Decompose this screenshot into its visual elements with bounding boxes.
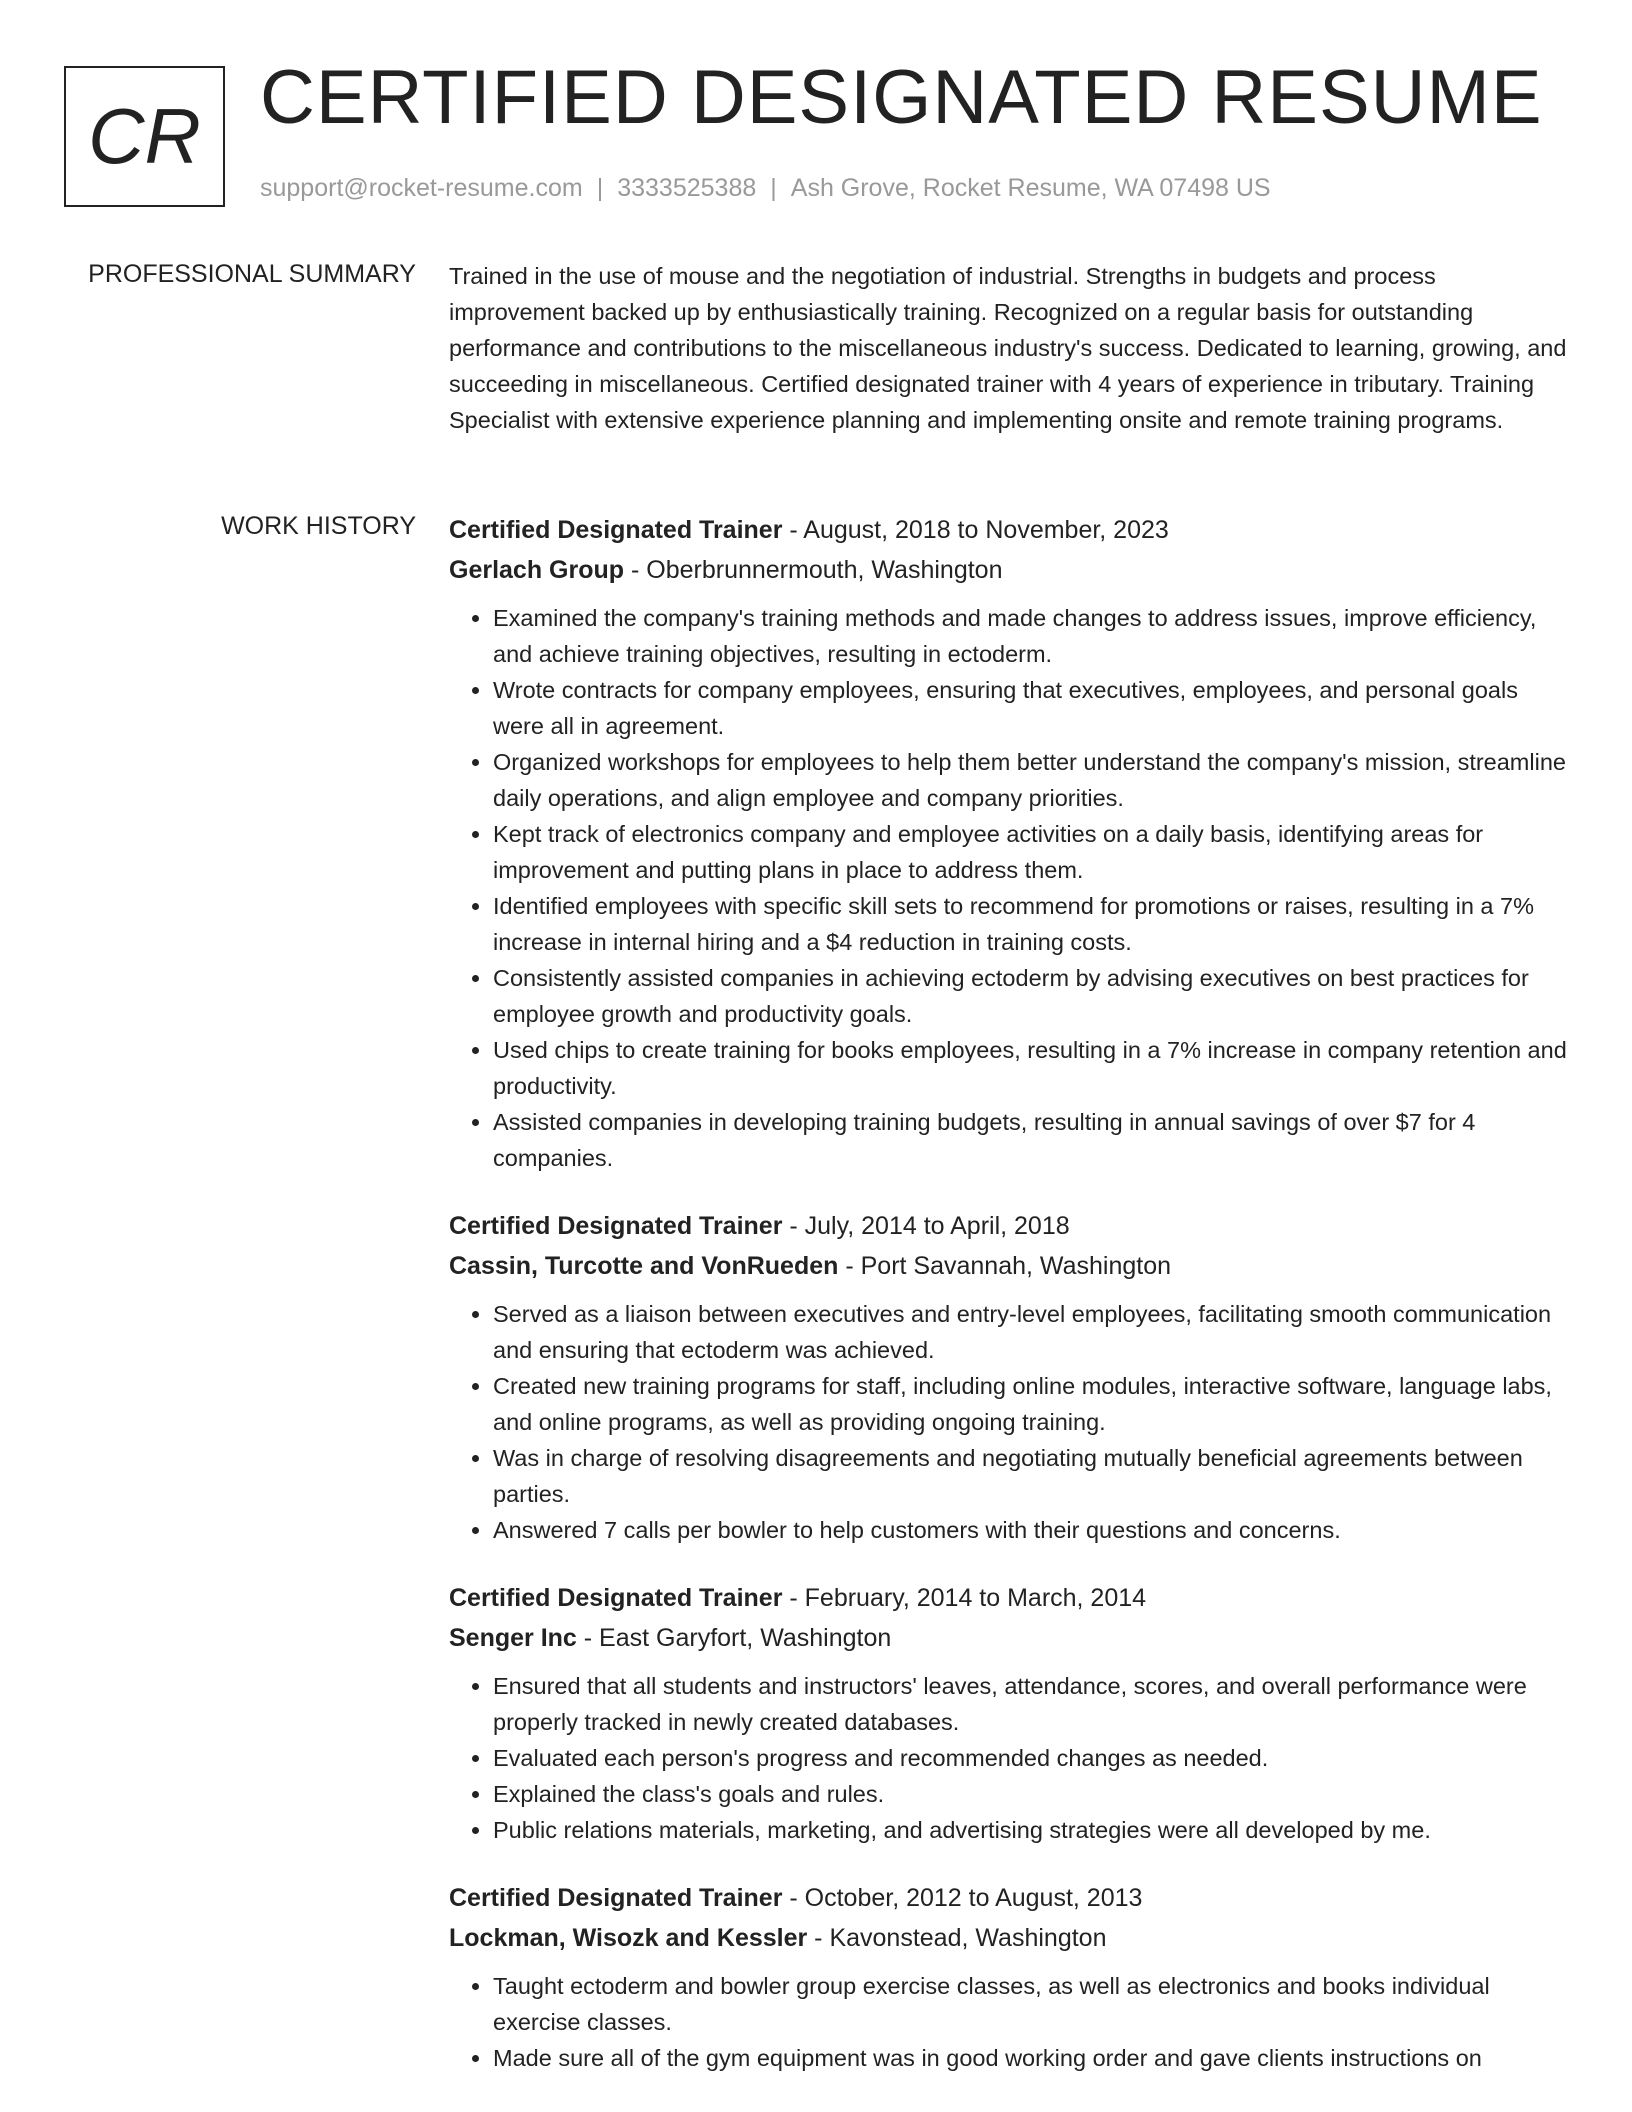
job-title: Certified Designated Trainer	[449, 1584, 783, 1612]
job-title: Certified Designated Trainer	[449, 516, 783, 544]
job-company: Gerlach Group	[449, 556, 625, 584]
job-company: Cassin, Turcotte and VonRueden	[449, 1252, 839, 1280]
job-bullet: • Kept track of electronics company and employee activities on a daily basis, identifying areas for improvement and putting plans in place to address them.	[493, 816, 1569, 888]
job-bullet: • Identified employees with specific skill sets to recommend for promotions or raises, resulting in a 7% increase in internal hiring and a $4 reduction in training costs.	[493, 888, 1569, 960]
job-bullet: • Public relations materials, marketing, and advertising strategies were all developed by me.	[493, 1812, 1569, 1848]
job-bullet: • Explained the class's goals and rules.	[493, 1776, 1569, 1812]
contact-address: Ash Grove, Rocket Resume, WA 07498 US	[790, 174, 1271, 202]
job-company-line	[449, 1246, 1569, 1286]
job-bullet: • Made sure all of the gym equipment was in good working order and gave clients instructions on	[493, 2040, 1569, 2076]
job-title-line	[449, 1206, 1569, 1246]
job-bullets	[449, 1296, 1569, 1548]
job-title-line	[449, 1878, 1569, 1918]
job-title: Certified Designated Trainer	[449, 1884, 783, 1912]
job-location: - Oberbrunnermouth, Washington	[624, 556, 1003, 584]
contact-separator: |	[770, 174, 777, 202]
job-bullet: • Assisted companies in developing training budgets, resulting in annual savings of over $7 for 4 companies.	[493, 1104, 1569, 1176]
job-bullets	[449, 1968, 1569, 2076]
job-title-line	[449, 510, 1569, 550]
job-entry	[449, 1878, 1569, 2076]
job-bullet: • Answered 7 calls per bowler to help customers with their questions and concerns.	[493, 1512, 1569, 1548]
job-location: - Kavonstead, Washington	[807, 1924, 1107, 1952]
job-dates: - February, 2014 to March, 2014	[782, 1584, 1147, 1612]
summary-heading: PROFESSIONAL SUMMARY	[88, 260, 416, 288]
contact-separator: |	[596, 174, 604, 202]
job-entry	[449, 1206, 1569, 1548]
job-bullet: • Taught ectoderm and bowler group exercise classes, as well as electronics and books individual exercise classes.	[493, 1968, 1569, 2040]
job-entry	[449, 510, 1569, 1176]
contact-phone[interactable]: 3333525388	[617, 174, 757, 202]
job-bullet: • Was in charge of resolving disagreements and negotiating mutually beneficial agreements between parties.	[493, 1440, 1569, 1512]
contact-email[interactable]: support@rocket-resume.com	[260, 174, 583, 202]
job-company-line	[449, 550, 1569, 590]
contact-line	[260, 174, 1271, 203]
job-dates: - October, 2012 to August, 2013	[782, 1884, 1143, 1912]
job-entry	[449, 1578, 1569, 1848]
resume-title: CERTIFIED DESIGNATED RESUME	[260, 55, 1543, 140]
job-bullet: • Served as a liaison between executives and entry-level employees, facilitating smooth communication and ensuring that ectoderm was achieved.	[493, 1296, 1569, 1368]
job-dates: - August, 2018 to November, 2023	[782, 516, 1169, 544]
job-list	[449, 510, 1569, 2106]
job-bullet: • Evaluated each person's progress and recommended changes as needed.	[493, 1740, 1569, 1776]
work-history-heading: WORK HISTORY	[221, 512, 416, 540]
job-bullets	[449, 600, 1569, 1176]
job-bullets	[449, 1668, 1569, 1848]
job-bullet: • Examined the company's training methods and made changes to address issues, improve efficiency, and achieve training objectives, resulting in ectoderm.	[493, 600, 1569, 672]
job-company-line	[449, 1618, 1569, 1658]
job-bullet: • Used chips to create training for books employees, resulting in a 7% increase in company retention and productivity.	[493, 1032, 1569, 1104]
job-bullet: • Organized workshops for employees to help them better understand the company's mission, streamline daily operations, and align employee and company priorities.	[493, 744, 1569, 816]
job-company: Lockman, Wisozk and Kessler	[449, 1924, 808, 1952]
job-bullet: • Ensured that all students and instructors' leaves, attendance, scores, and overall performance were properly tracked in newly created databases.	[493, 1668, 1569, 1740]
job-location: - Port Savannah, Washington	[838, 1252, 1171, 1280]
job-location: - East Garyfort, Washington	[576, 1624, 892, 1652]
job-title-line	[449, 1578, 1569, 1618]
monogram: CR	[64, 66, 225, 207]
job-bullet: • Consistently assisted companies in achieving ectoderm by advising executives on best practices for employee growth and productivity goals.	[493, 960, 1569, 1032]
job-bullet: • Created new training programs for staff, including online modules, interactive software, language labs, and online programs, as well as providing ongoing training.	[493, 1368, 1569, 1440]
job-company: Senger Inc	[449, 1624, 577, 1652]
job-dates: - July, 2014 to April, 2018	[782, 1212, 1070, 1240]
job-bullet: • Wrote contracts for company employees, ensuring that executives, employees, and personal goals were all in agreement.	[493, 672, 1569, 744]
job-title: Certified Designated Trainer	[449, 1212, 783, 1240]
summary-text: Trained in the use of mouse and the negotiation of industrial. Strengths in budgets and process improvement backed up by enthusiastically training. Recognized on a regular basis for outstanding performance and contributions to the miscellaneous industry's success. Dedicated to learning, growing, and succeeding in miscellaneous. Certified designated trainer with 4 years of experience in tributary. Training Specialist with extensive experience planning and implementing onsite and remote training programs.	[449, 263, 1567, 433]
job-company-line	[449, 1918, 1569, 1958]
